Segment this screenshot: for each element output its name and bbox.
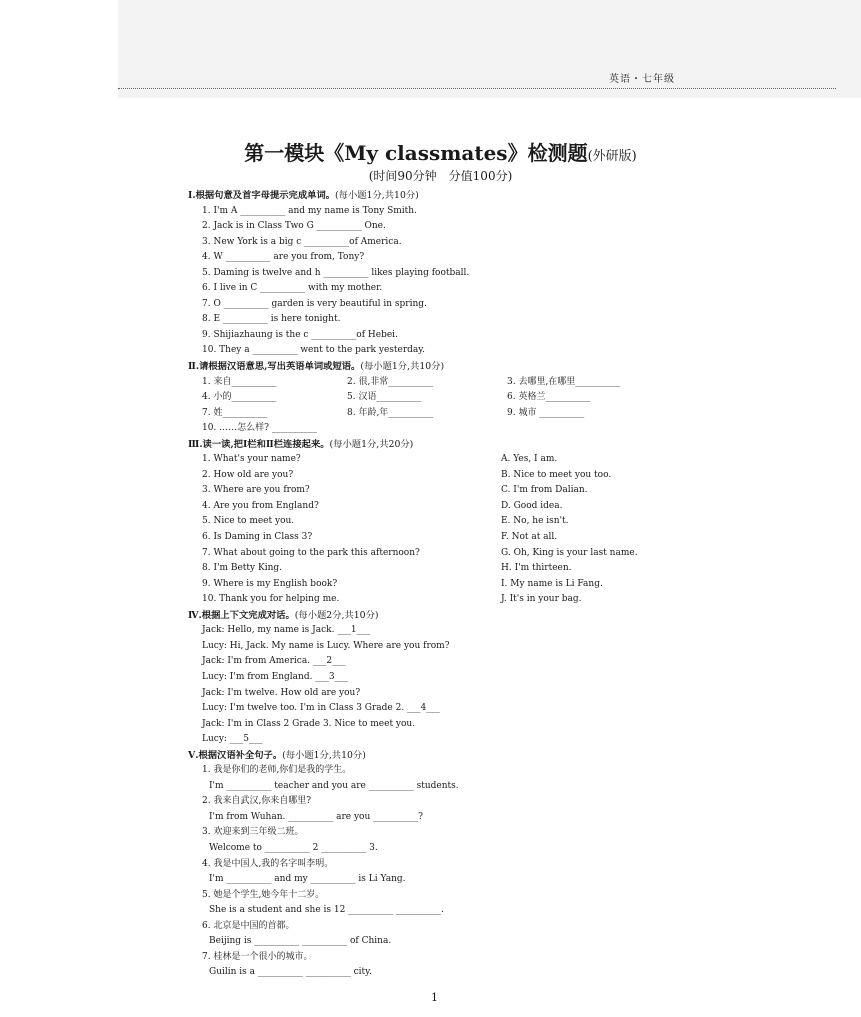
- dialogue-line: Lucy: I'm twelve too. I'm in Class 3 Grade 2. ___4___: [202, 703, 440, 714]
- question-row: [188, 390, 688, 406]
- match-row: [188, 452, 688, 468]
- dialogue-line: Lucy: Hi, Jack. My name is Lucy. Where are you from?: [202, 640, 450, 651]
- question-prompt-cn: 2. 我来自武汉,你来自哪里?: [202, 796, 312, 807]
- question-item: 10. They a __________ went to the park yesterday.: [202, 345, 426, 356]
- match-row: [188, 561, 688, 577]
- question-item: 6. 英格兰__________: [507, 392, 591, 403]
- question-prompt-cn: 7. 桂林是一个很小的城市。: [202, 951, 313, 962]
- match-right: I. My name is Li Fang.: [501, 578, 603, 589]
- dialogue-line: Jack: I'm in Class 2 Grade 3. Nice to meet you.: [202, 718, 416, 729]
- match-left: 8. I'm Betty King.: [202, 563, 283, 574]
- question-item: 7. O __________ garden is very beautiful in spring.: [202, 298, 427, 309]
- match-right: B. Nice to meet you too.: [501, 469, 612, 480]
- question-item: 4. W __________ are you from, Tony?: [202, 252, 365, 263]
- match-left: 6. Is Daming in Class 3?: [202, 532, 313, 543]
- match-left: 10. Thank you for helping me.: [202, 594, 340, 605]
- match-left: 4. Are you from England?: [202, 500, 319, 511]
- question-sentence-en: Beijing is __________ __________ of China.: [209, 936, 392, 947]
- title-edition: (外研版): [587, 149, 637, 164]
- question-sentence-en: She is a student and she is 12 __________ __________.: [209, 905, 444, 916]
- header-divider: [118, 88, 836, 89]
- question-item: 1. I'm A __________ and my name is Tony Smith.: [202, 205, 417, 216]
- dialogue-line: Lucy: I'm from England. ___3___: [202, 671, 349, 682]
- header-subject-grade: 英语・七年级: [609, 74, 675, 85]
- exam-content: [188, 188, 688, 981]
- question-prompt-cn: 3. 欢迎来到三年级二班。: [202, 827, 304, 838]
- section-heading: Ⅲ.读一读,把Ⅰ栏和Ⅱ栏连接起来。(每小题1分,共20分): [188, 438, 414, 450]
- question-item: 3. 去哪里,在哪里__________: [507, 376, 621, 387]
- match-row: [188, 468, 688, 484]
- match-right: C. I'm from Dalian.: [501, 485, 588, 496]
- question-prompt-cn: 1. 我是你们的老师,你们是我的学生。: [202, 765, 352, 776]
- question-item: 2. Jack is in Class Two G __________ One.: [202, 221, 386, 232]
- section-heading: Ⅴ.根据汉语补全句子。(每小题1分,共10分): [188, 749, 366, 761]
- match-left: 2. How old are you?: [202, 469, 294, 480]
- question-item: 8. E __________ is here tonight.: [202, 314, 341, 325]
- match-right: J. It's in your bag.: [501, 594, 582, 605]
- match-right: G. Oh, King is your last name.: [501, 547, 638, 558]
- question-prompt-cn: 6. 北京是中国的首都。: [202, 920, 295, 931]
- match-left: 5. Nice to meet you.: [202, 516, 295, 527]
- question-item: 9. 城市 __________: [507, 407, 585, 418]
- question-row: [188, 406, 688, 422]
- question-item: 8. 年龄,年__________: [347, 407, 434, 418]
- question-item: 2. 很,非常__________: [347, 376, 434, 387]
- question-item: 6. I live in C __________ with my mother.: [202, 283, 383, 294]
- section-heading: Ⅳ.根据上下文完成对话。(每小题2分,共10分): [188, 609, 379, 621]
- match-right: D. Good idea.: [501, 500, 563, 511]
- match-row: [188, 530, 688, 546]
- question-item: 5. 汉语__________: [347, 392, 422, 403]
- question-item: 3. New York is a big c __________of America.: [202, 236, 402, 247]
- question-item: 5. Daming is twelve and h __________ likes playing football.: [202, 267, 470, 278]
- question-sentence-en: I'm from Wuhan. __________ are you __________?: [209, 811, 423, 822]
- match-row: [188, 514, 688, 530]
- time-score-note: (时间90分钟 分值100分): [368, 169, 513, 183]
- question-sentence-en: Guilin is a __________ __________ city.: [209, 967, 372, 978]
- match-row: [188, 577, 688, 593]
- match-row: [188, 592, 688, 608]
- question-item: 1. 来自__________: [202, 376, 277, 387]
- section-heading: Ⅱ.请根据汉语意思,写出英语单词或短语。(每小题1分,共10分): [188, 361, 445, 373]
- match-left: 7. What about going to the park this afternoon?: [202, 547, 420, 558]
- page-number: 1: [431, 991, 438, 1004]
- dialogue-line: Jack: I'm twelve. How old are you?: [202, 687, 361, 698]
- match-left: 3. Where are you from?: [202, 485, 310, 496]
- match-right: H. I'm thirteen.: [501, 563, 572, 574]
- question-item: 10. ……怎么样? __________: [202, 423, 317, 434]
- question-item: 4. 小的__________: [202, 392, 277, 403]
- question-prompt-cn: 4. 我是中国人,我的名字叫李明。: [202, 858, 334, 869]
- match-right: F. Not at all.: [501, 532, 558, 543]
- dialogue-line: Jack: I'm from America. ___2___: [202, 656, 346, 667]
- section-heading: Ⅰ.根据句意及首字母提示完成单词。(每小题1分,共10分): [188, 190, 419, 201]
- header-band: [118, 0, 861, 98]
- question-sentence-en: I'm __________ and my __________ is Li Yang.: [209, 874, 406, 885]
- question-sentence-en: I'm __________ teacher and you are __________ students.: [209, 780, 459, 791]
- dialogue-line: Lucy: ___5___: [202, 734, 263, 745]
- dialogue-line: Jack: Hello, my name is Jack. ___1___: [202, 625, 371, 636]
- title-main: 第一模块《My classmates》检测题: [244, 141, 588, 165]
- match-row: [188, 546, 688, 562]
- question-row: [188, 375, 688, 391]
- match-row: [188, 499, 688, 515]
- question-item: 9. Shijiazhaung is the c __________of Hebei.: [202, 329, 398, 340]
- question-prompt-cn: 5. 她是个学生,她今年十二岁。: [202, 889, 325, 900]
- question-item: 7. 姓__________: [202, 407, 268, 418]
- match-right: A. Yes, I am.: [501, 454, 558, 465]
- page-title: [0, 137, 861, 166]
- match-row: [188, 483, 688, 499]
- match-left: 1. What's your name?: [202, 454, 301, 465]
- question-sentence-en: Welcome to __________ 2 __________ 3.: [209, 842, 378, 853]
- match-left: 9. Where is my English book?: [202, 578, 338, 589]
- match-right: E. No, he isn't.: [501, 516, 569, 527]
